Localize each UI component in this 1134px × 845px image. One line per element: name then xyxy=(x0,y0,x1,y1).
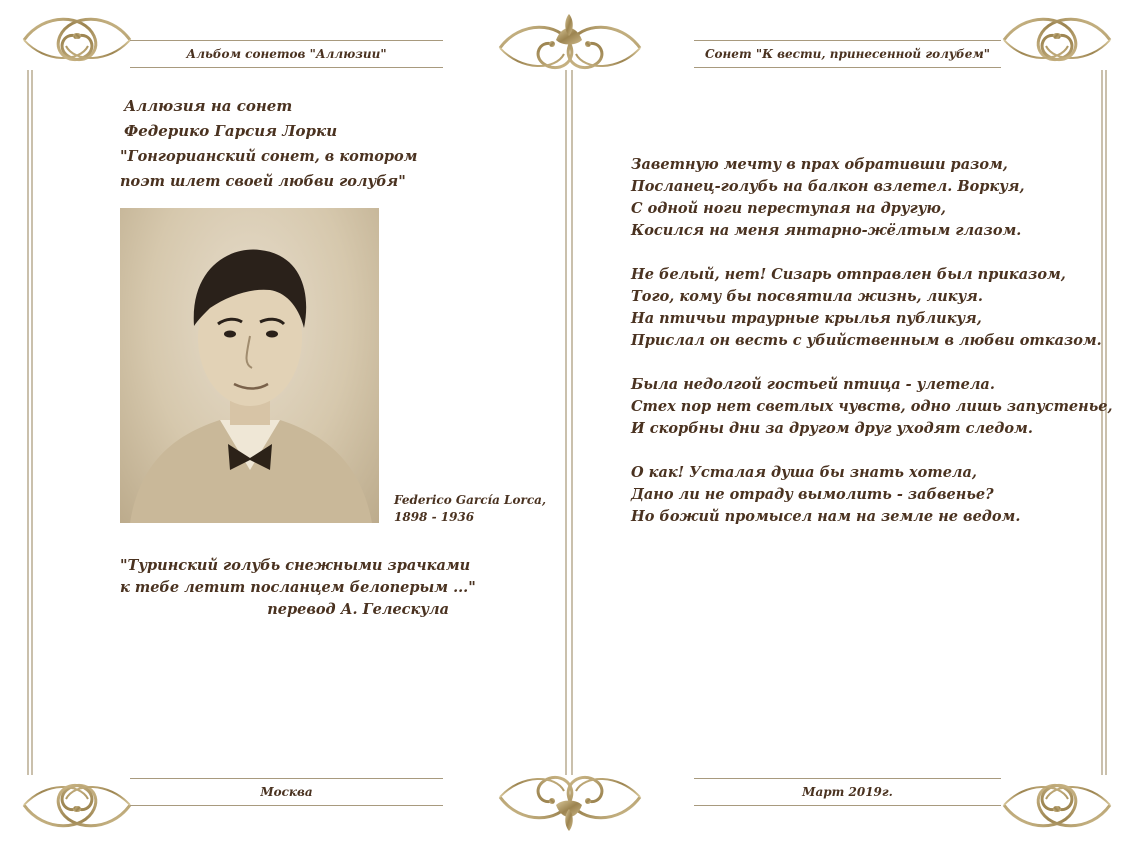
poem-line: Была недолгой гостьей птица - улетела. xyxy=(631,376,995,393)
poem-line: Прислал он весть с убийственным в любви отказом. xyxy=(631,332,1102,349)
poem-line: Того, кому бы посвятила жизнь, ликуя. xyxy=(631,288,983,305)
poem-line: На птичьи траурные крылья публикуя, xyxy=(631,310,982,327)
footer-right-date: Март 2019г. xyxy=(694,778,1001,806)
intro-line-2: Федерико Гарсия Лорки xyxy=(124,122,338,140)
intro-line-1: Аллюзия на сонет xyxy=(124,97,293,115)
poem-line: Косился на меня янтарно-жёлтым глазом. xyxy=(631,222,1022,239)
stanza-3 xyxy=(631,374,1113,440)
poem-line: Посланец-голубь на балкон взлетел. Воркуя, xyxy=(631,178,1025,195)
header-right-title: Сонет "К вести, принесенной голубем" xyxy=(694,40,1001,68)
stanza-4 xyxy=(631,462,1091,528)
stanza-1 xyxy=(631,154,1091,242)
poem-line: С одной ноги переступая на другую, xyxy=(631,200,946,217)
portrait-photo xyxy=(120,208,379,523)
caption-name: Federico García Lorca, xyxy=(394,493,547,507)
sonnet-title-line-1: "Гонгорианский сонет, в котором xyxy=(120,148,418,165)
footer-left-city: Москва xyxy=(130,778,443,806)
poem-line: Дано ли не отраду вымолить - забвенье? xyxy=(631,486,994,503)
poem-line: Заветную мечту в прах обративши разом, xyxy=(631,156,1008,173)
poem-line: И скорбны дни за другом друг уходят следом. xyxy=(631,420,1033,437)
translation-credit: перевод А. Гелескула xyxy=(267,601,449,618)
poem-line: Стех пор нет светлых чувств, одно лишь запустенье, xyxy=(631,398,1113,415)
quote-block xyxy=(120,555,550,621)
header-left-title: Альбом сонетов "Аллюзии" xyxy=(130,40,443,68)
intro-block xyxy=(120,94,550,194)
quote-line-1: "Туринский голубь снежными зрачками xyxy=(120,557,471,574)
poem-line: О как! Усталая душа бы знать хотела, xyxy=(631,464,977,481)
photo-caption xyxy=(394,492,554,526)
portrait-illustration xyxy=(120,208,379,523)
sonnet-text xyxy=(631,154,1113,550)
stanza-2 xyxy=(631,264,1102,352)
poem-line: Не белый, нет! Сизарь отправлен был приказом, xyxy=(631,266,1066,283)
quote-line-2: к тебе летит посланцем белоперым ..." xyxy=(120,579,476,596)
caption-years: 1898 - 1936 xyxy=(394,510,475,524)
poem-line: Но божий промысел нам на земле не ведом. xyxy=(631,508,1021,525)
sonnet-title-line-2: поэт шлет своей любви голубя" xyxy=(120,173,406,190)
